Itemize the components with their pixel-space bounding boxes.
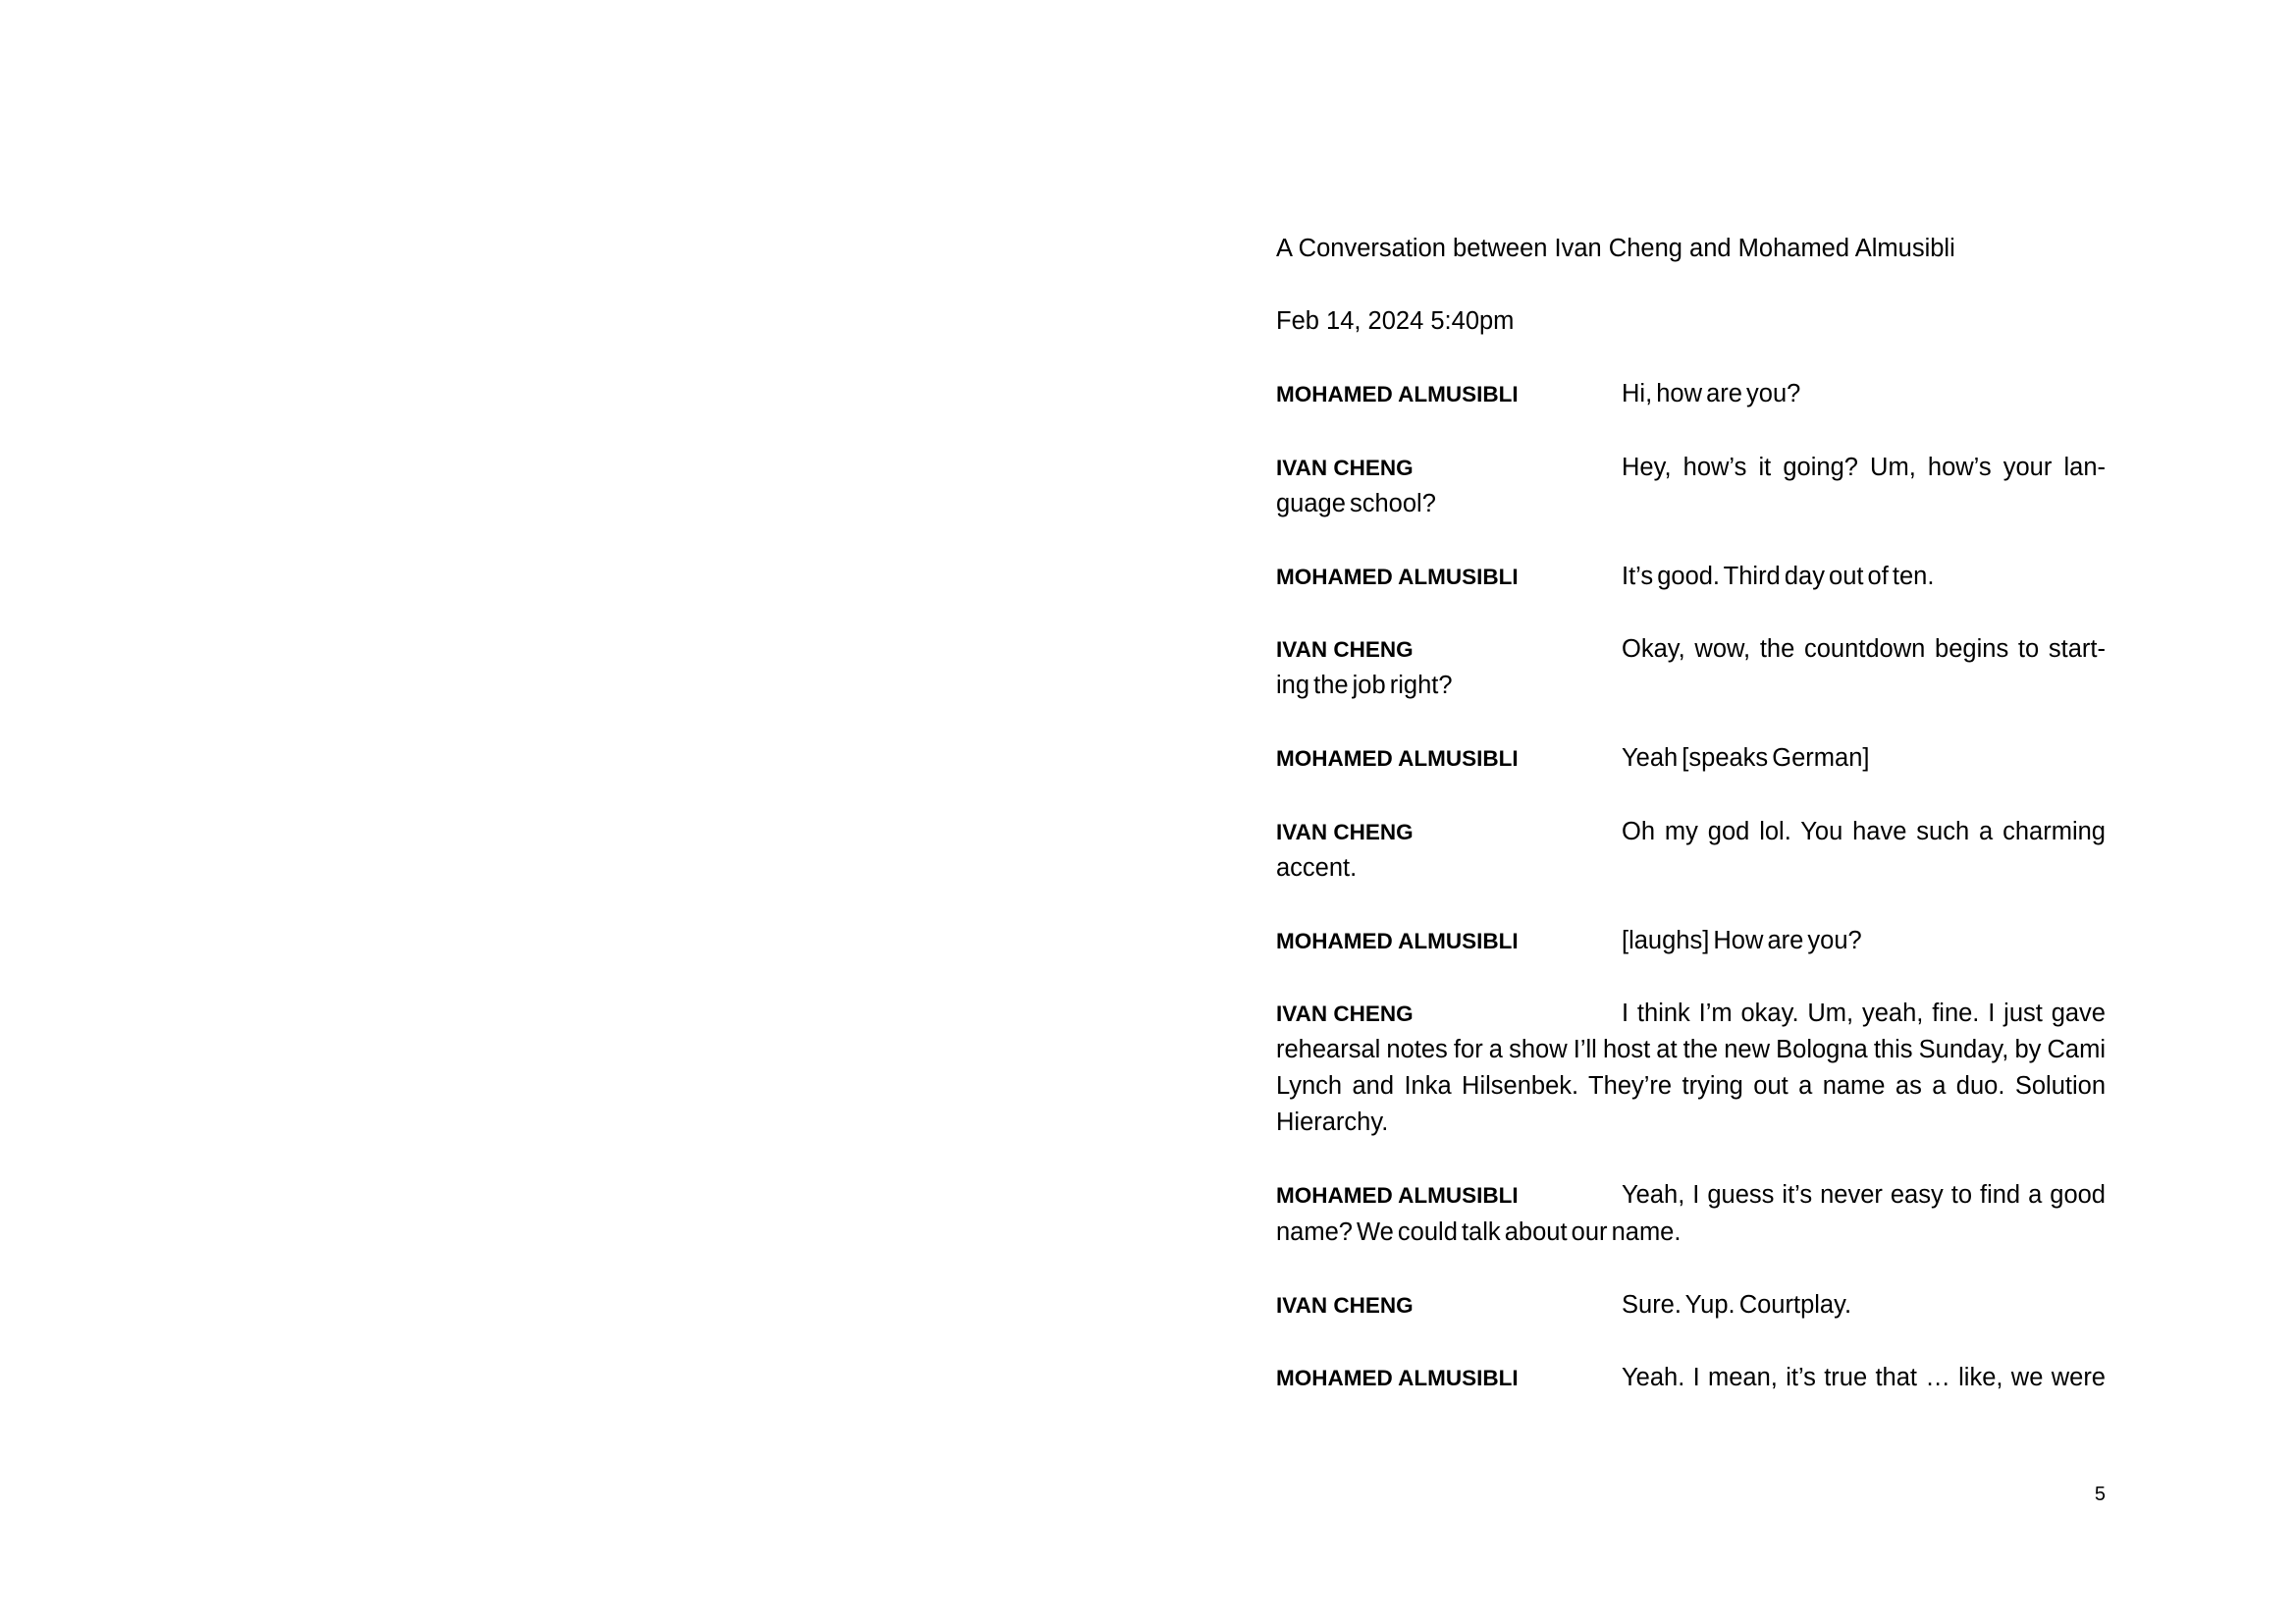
- speech-line: [1276, 814, 2106, 850]
- speech-text: Hey, how’s it going? Um, how’s your lan-: [1622, 453, 2106, 481]
- dialogue-entry: [1276, 996, 2106, 1141]
- dialogue-entry: [1276, 740, 2106, 777]
- document-title: A Conversation between Ivan Cheng and Mohamed Almusibli: [1276, 235, 1955, 262]
- speaker-name: MOHAMED ALMUSIBLI: [1276, 746, 1519, 772]
- dialogue-entry: [1276, 631, 2106, 704]
- speech-text: Sure. Yup. Courtplay.: [1622, 1290, 1852, 1319]
- speaker-name: MOHAMED ALMUSIBLI: [1276, 1183, 1519, 1209]
- speech-line: Hierarchy.: [1276, 1109, 1389, 1137]
- dialogue-entry: [1276, 1360, 2106, 1396]
- speaker-name: MOHAMED ALMUSIBLI: [1276, 928, 1519, 953]
- speech-line: [1276, 559, 2106, 595]
- speech-line: [1276, 1177, 2106, 1214]
- speech-line: [1276, 923, 2106, 959]
- speech-line: [1276, 996, 2106, 1032]
- speech-line: guage school?: [1276, 489, 1436, 517]
- speech-text: Yeah. I mean, it’s true that … like, we were: [1622, 1363, 2106, 1391]
- speech-text: Oh my god lol. You have such a charming: [1622, 817, 2106, 845]
- speaker-name: IVAN CHENG: [1276, 819, 1414, 844]
- speaker-name: IVAN CHENG: [1276, 455, 1414, 480]
- speaker-name: IVAN CHENG: [1276, 637, 1414, 663]
- speech-text: It’s good. Third day out of ten.: [1622, 562, 1935, 590]
- dialogue-entry: [1276, 814, 2106, 887]
- transcript-column: [1276, 231, 2106, 1433]
- dialogue-entry: [1276, 450, 2106, 522]
- speech-line: [1276, 1287, 2106, 1324]
- speaker-name: MOHAMED ALMUSIBLI: [1276, 382, 1519, 407]
- speech-text: Yeah, I guess it’s never easy to find a good: [1622, 1181, 2106, 1210]
- speech-line: [1276, 376, 2106, 412]
- speech-text: I think I’m okay. Um, yeah, fine. I just gave: [1622, 999, 2106, 1027]
- speech-line: name? We could talk about our name.: [1276, 1217, 1682, 1246]
- speech-text: [laughs] How are you?: [1622, 926, 1862, 954]
- speech-line: [1276, 1360, 2106, 1396]
- speech-line: Lynch and Inka Hilsenbek. They’re trying out a name as a duo. Solution: [1276, 1072, 2106, 1101]
- document-date: Feb 14, 2024 5:40pm: [1276, 307, 1515, 336]
- speech-line: [1276, 631, 2106, 668]
- dialogue-entry: [1276, 376, 2106, 412]
- speech-text: Hi, how are you?: [1622, 380, 1801, 408]
- speech-line: rehearsal notes for a show I’ll host at the new Bologna this Sunday, by Cami: [1276, 1036, 2106, 1064]
- speaker-name: MOHAMED ALMUSIBLI: [1276, 1365, 1519, 1390]
- dialogue-entry: [1276, 1177, 2106, 1250]
- speaker-name: MOHAMED ALMUSIBLI: [1276, 564, 1519, 589]
- speech-text: Okay, wow, the countdown begins to start-: [1622, 635, 2106, 664]
- speech-text: Yeah [speaks German]: [1622, 744, 1870, 773]
- dialogue-entry: [1276, 559, 2106, 595]
- speaker-name: IVAN CHENG: [1276, 1292, 1414, 1318]
- speech-line: accent.: [1276, 853, 1358, 882]
- dialogue-entry: [1276, 923, 2106, 959]
- dialogue-entry: [1276, 1287, 2106, 1324]
- page-number: 5: [2094, 1484, 2106, 1505]
- speech-line: ing the job right?: [1276, 672, 1453, 700]
- speech-line: [1276, 740, 2106, 777]
- speaker-name: IVAN CHENG: [1276, 1001, 1414, 1026]
- speech-line: [1276, 450, 2106, 486]
